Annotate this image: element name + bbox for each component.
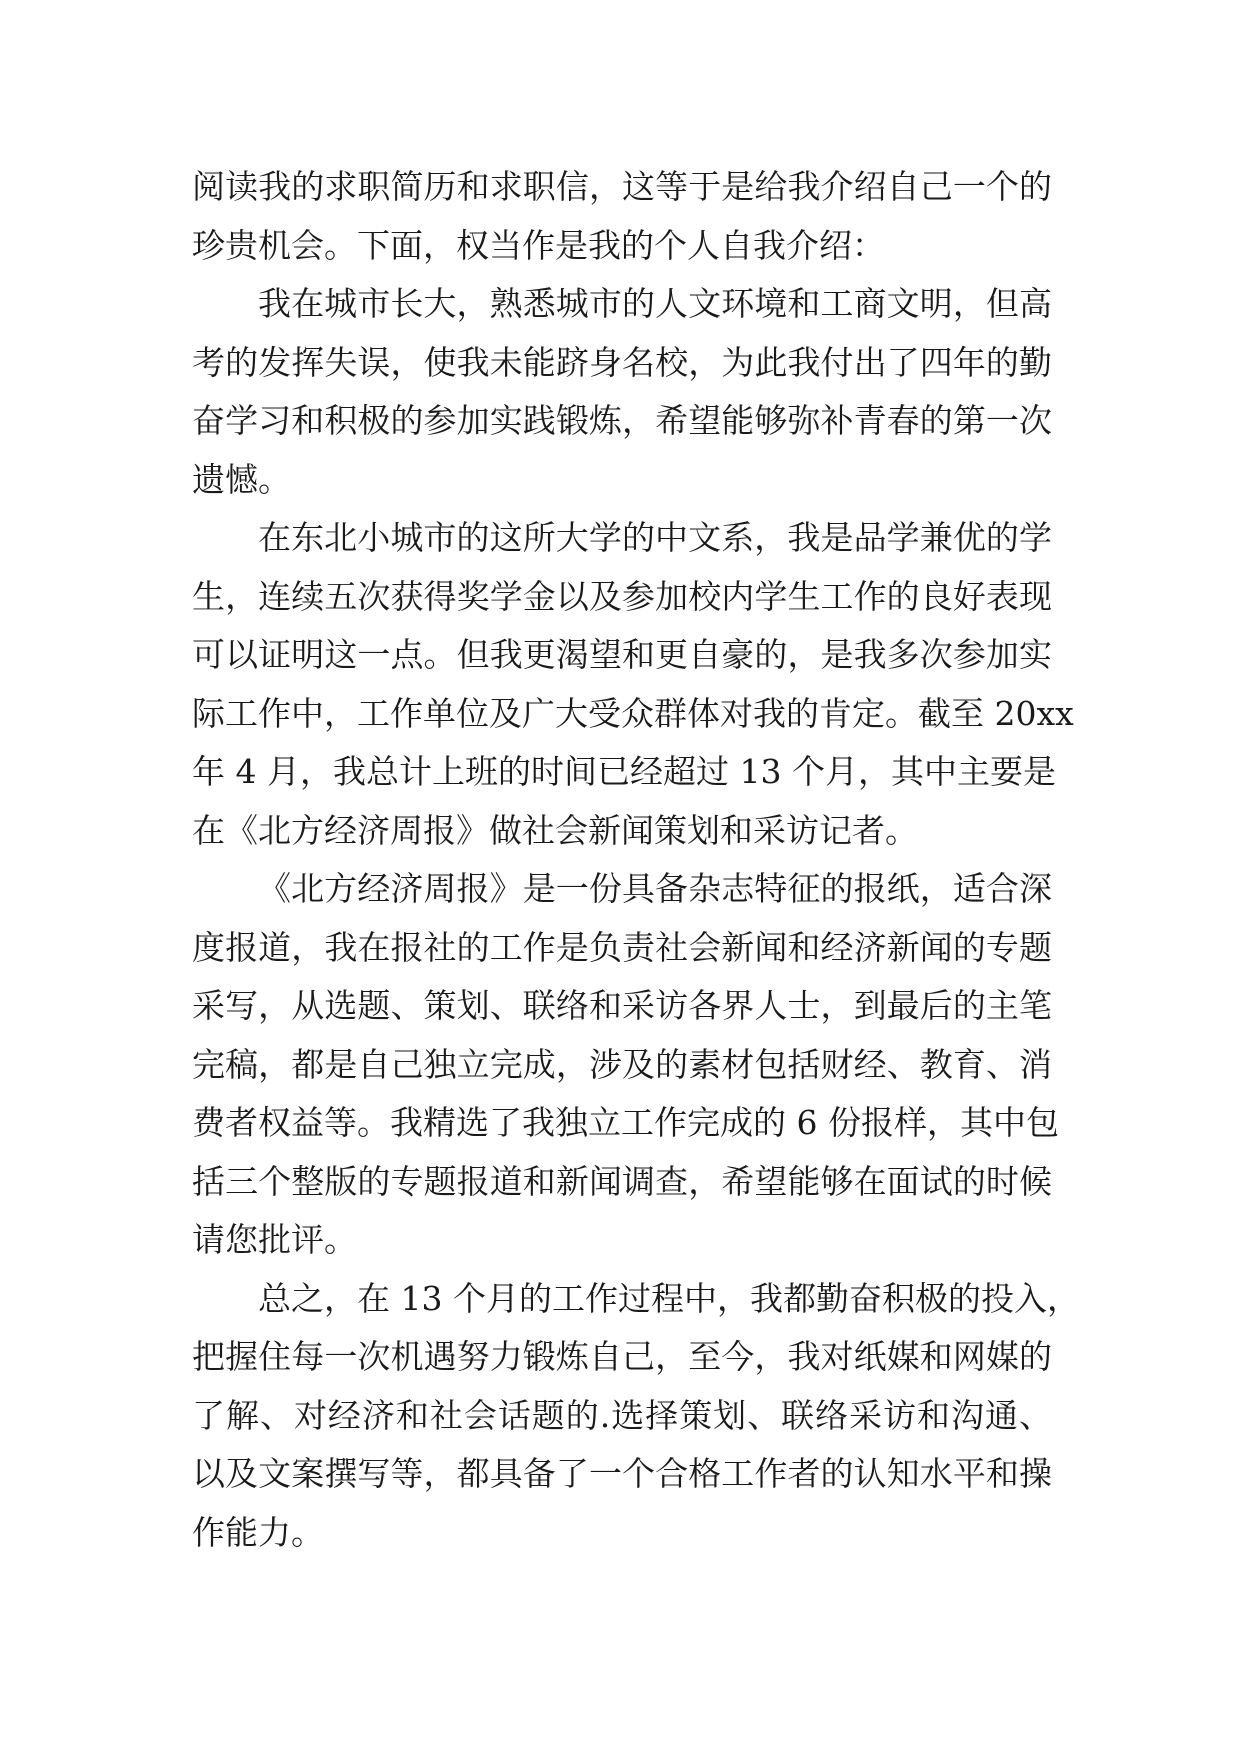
text-line: 在东北小城市的这所大学的中文系，我是品学兼优的学 — [258, 518, 1052, 557]
text-line: 生，连续五次获得奖学金以及参加校内学生工作的良好表现 — [192, 576, 1052, 616]
text-line: 《北方经济周报》是一份具备杂志特征的报纸，适合深 — [258, 869, 1052, 908]
paragraph-background — [192, 275, 1052, 509]
text-line: 请您批评。 — [192, 1220, 357, 1259]
text-line: 括三个整版的专题报道和新闻调查，希望能够在面试的时候 — [192, 1161, 1052, 1201]
text-line: 了解、对经济和社会话题的.选择策划、联络采访和沟通、 — [192, 1395, 1052, 1435]
paragraph-summary — [192, 1270, 1080, 1563]
paragraph-intro — [192, 158, 1052, 275]
text-line: 奋学习和积极的参加实践锻炼，希望能够弥补青春的第一次 — [192, 401, 1052, 440]
text-line: 度报道，我在报社的工作是负责社会新闻和经济新闻的专题 — [192, 927, 1052, 967]
text-line: 以及文案撰写等，都具备了一个合格工作者的认知水平和操 — [192, 1454, 1052, 1493]
text-line: 阅读我的求职简历和求职信，这等于是给我介绍自己一个的 — [192, 167, 1052, 206]
text-line: 遗憾。 — [192, 459, 291, 499]
paragraph-newspaper — [192, 860, 1059, 1270]
text-line: 完稿，都是自己独立完成，涉及的素材包括财经、教育、消 — [192, 1044, 1052, 1084]
text-line: 年 4 月，我总计上班的时间已经超过 13 个月，其中主要是 — [192, 752, 1056, 791]
paragraph-university — [192, 509, 1074, 860]
document-body — [192, 158, 1080, 1562]
text-line: 我在城市长大，熟悉城市的人文环境和工商文明，但高 — [258, 284, 1052, 323]
text-line: 际工作中，工作单位及广大受众群体对我的肯定。截至 20xx — [192, 693, 1074, 733]
text-line: 珍贵机会。下面，权当作是我的个人自我介绍： — [192, 225, 885, 265]
text-line: 总之，在 13 个月的工作过程中，我都勤奋积极的投入， — [258, 1278, 1080, 1318]
text-line: 费者权益等。我精选了我独立工作完成的 6 份报样，其中包 — [192, 1103, 1059, 1142]
text-line: 作能力。 — [192, 1512, 324, 1552]
text-line: 采写，从选题、策划、联络和采访各界人士，到最后的主笔 — [192, 986, 1052, 1025]
text-line: 可以证明这一点。但我更渴望和更自豪的，是我多次参加实 — [192, 635, 1052, 674]
text-line: 考的发挥失误，使我未能跻身名校，为此我付出了四年的勤 — [192, 342, 1052, 382]
text-line: 在《北方经济周报》做社会新闻策划和采访记者。 — [192, 810, 918, 850]
text-line: 把握住每一次机遇努力锻炼自己，至今，我对纸媒和网媒的 — [192, 1337, 1052, 1376]
